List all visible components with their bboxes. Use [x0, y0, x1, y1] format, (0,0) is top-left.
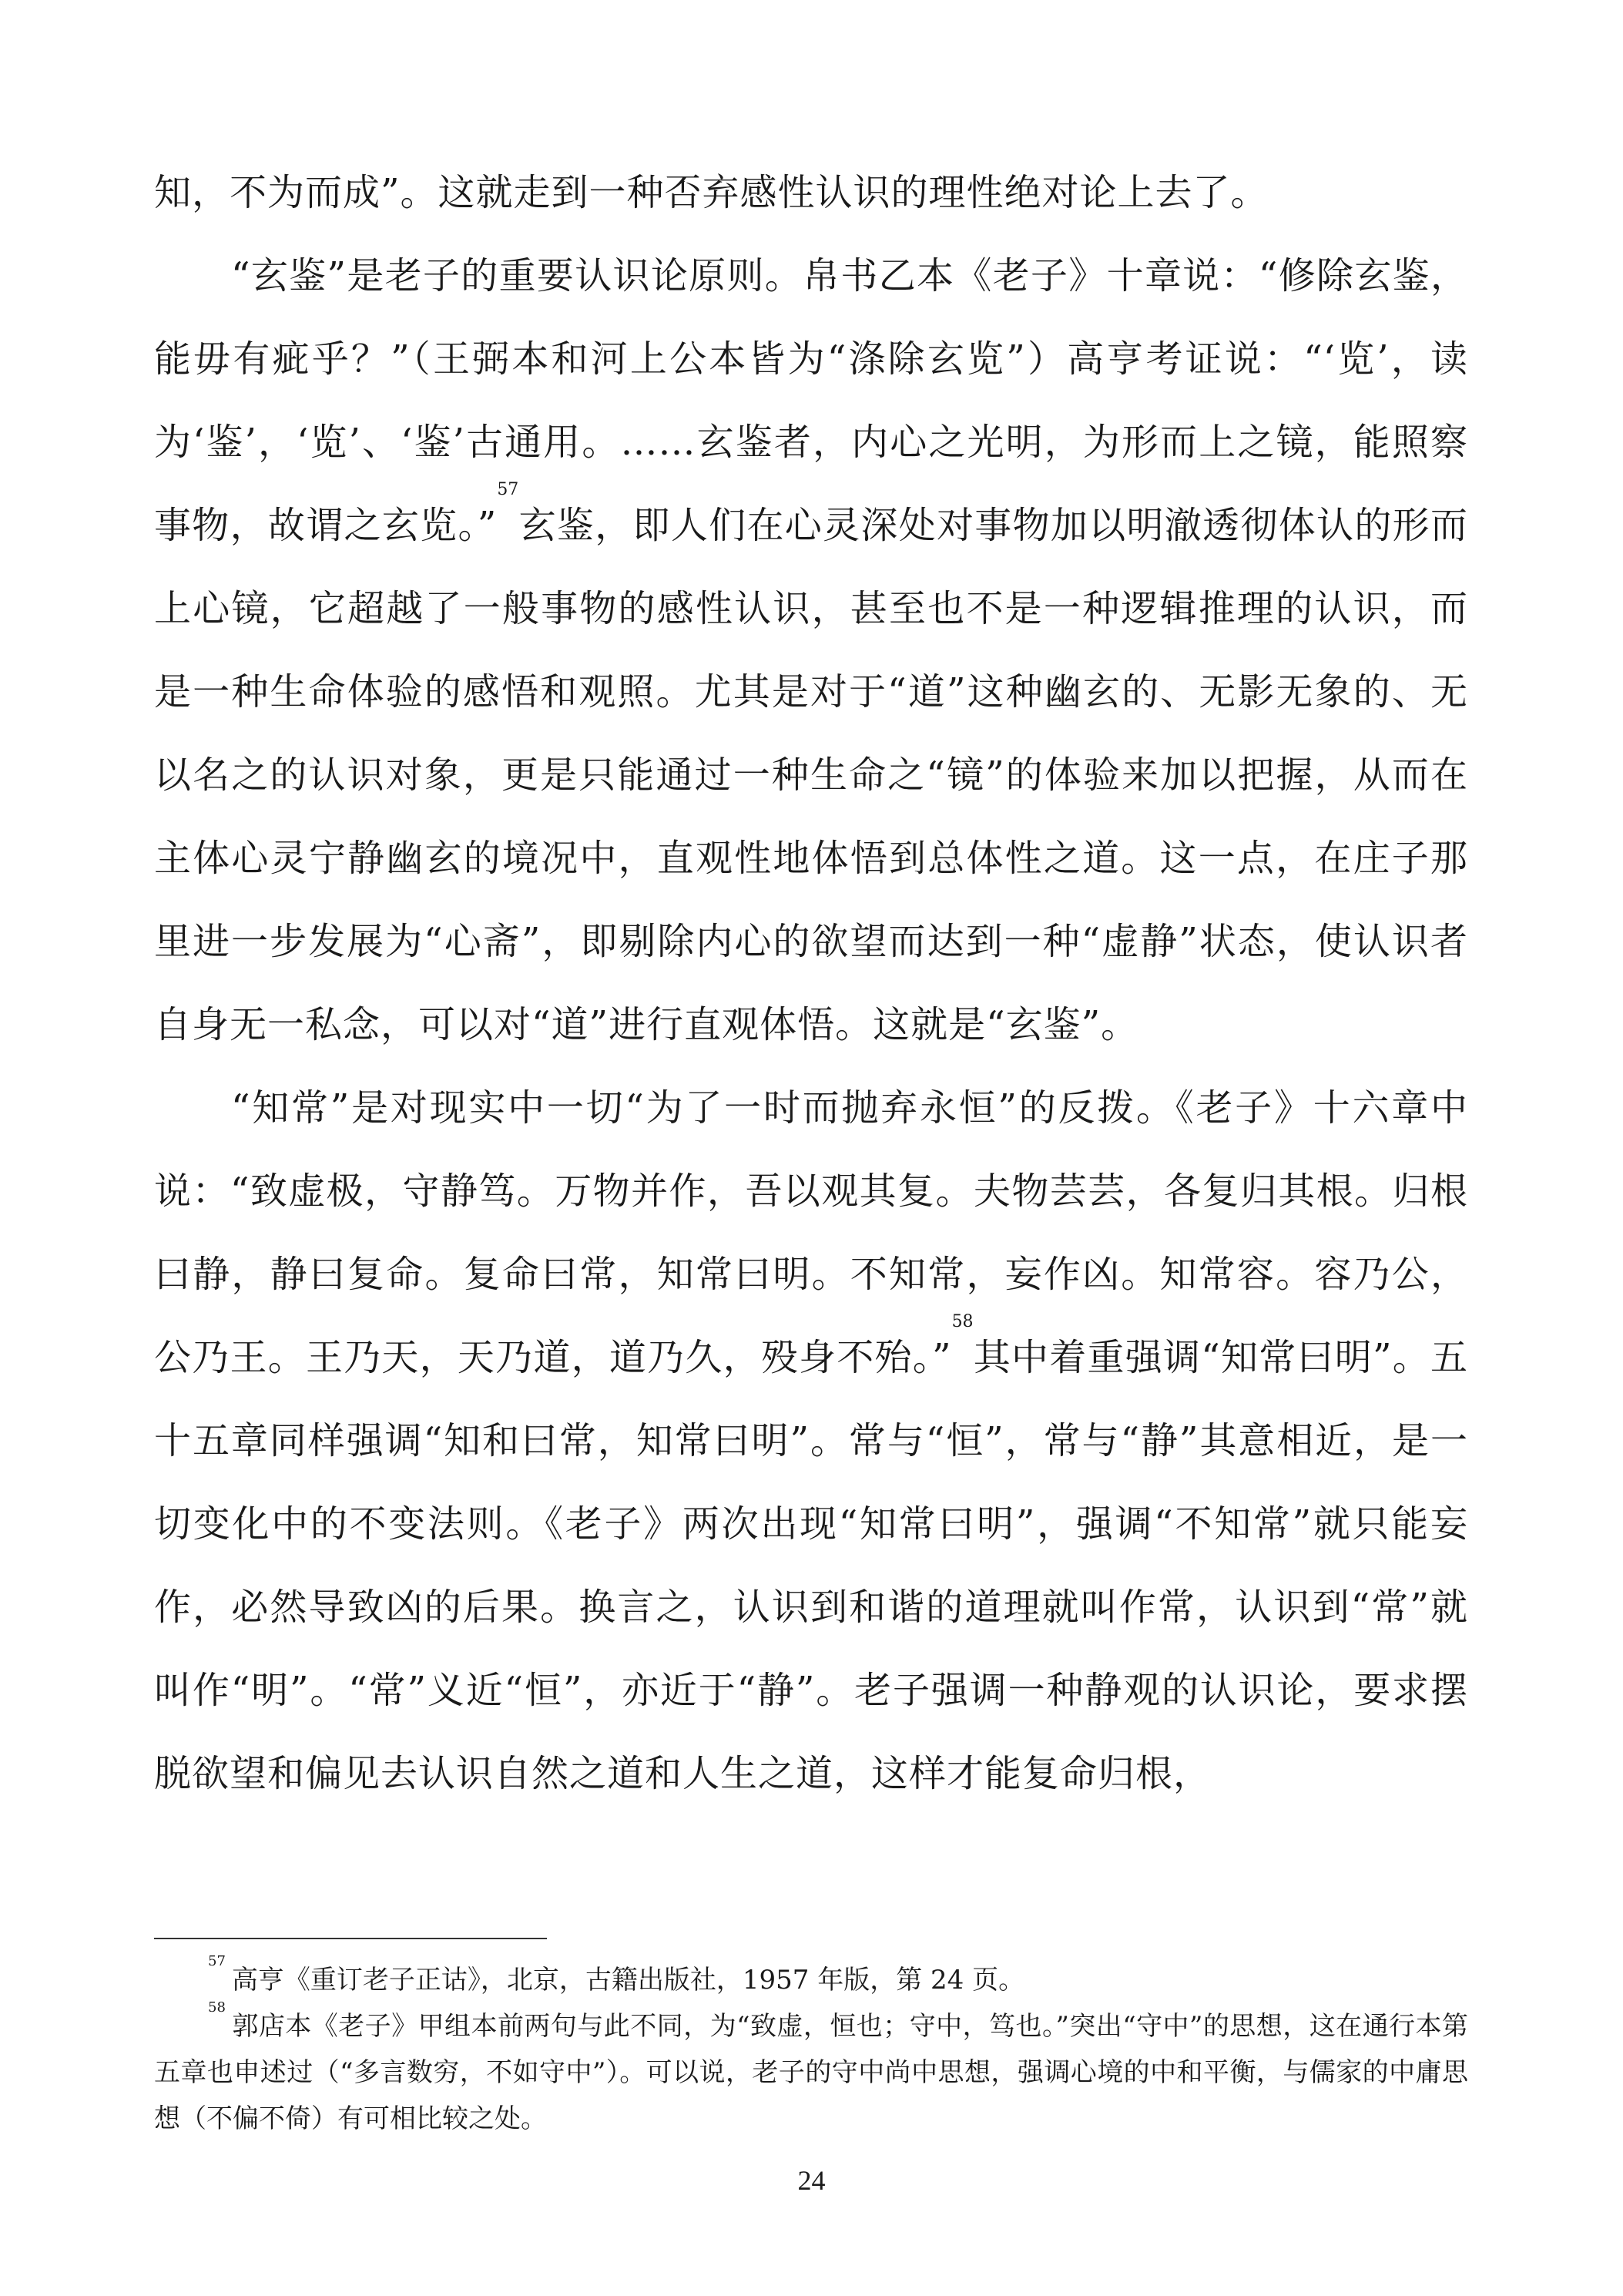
- page-number: 24: [797, 2165, 826, 2196]
- footnote-separator: [154, 1938, 547, 1939]
- footnote-number: 57: [208, 1953, 226, 1969]
- paragraph-3-text-before: “知常”是对现实中一切“为了一时而抛弃永恒”的反拨。《老子》十六章中说：“致虚极，守静笃。万物并作，吾以观其复。夫物芸芸，各复归其根。归根曰静，静曰复命。复命曰常，知常曰明。不知常，妄作凶。知常容。容乃公，公乃王。王乃天，天乃道，道乃久，殁身不殆。”: [154, 1086, 1468, 1379]
- paragraph-1: [154, 151, 1468, 234]
- footnote-ref-57[interactable]: 57: [497, 480, 519, 499]
- paragraph-2: [154, 234, 1468, 1066]
- paragraph-3: [154, 1066, 1468, 1815]
- body-text: [154, 151, 1468, 1815]
- footnote-58: [154, 1999, 1468, 2142]
- footnote-text: 郭店本《老子》甲组本前两句与此不同，为“致虚，恒也；守中，笃也。”突出“守中”的思想，这在通行本第五章也申述过（“多言数穷，不如守中”）。可以说，老子的守中尚中思想，强调心境的中和平衡，与儒家的中庸思想（不偏不倚）有可相比较之处。: [154, 2011, 1468, 2134]
- paragraph-1-text: 知，不为而成”。这就走到一种否弃感性认识的理性绝对论上去了。: [154, 171, 1269, 214]
- footnotes: [154, 1953, 1468, 2142]
- footnote-number: 58: [208, 1999, 226, 2016]
- paragraph-2-text-before: “玄鉴”是老子的重要认识论原则。帛书乙本《老子》十章说：“修除玄鉴，能毋有疵乎？”（王弼本和河上公本皆为“涤除玄览”）高亨考证说：“‘览’，读为‘鉴’，‘览’、‘鉴’古通用。……玄鉴者，内心之光明，为形而上之镜，能照察事物，故谓之玄览。”: [154, 254, 1468, 547]
- footnote-text: 高亨《重订老子正诂》，北京，古籍出版社，1957 年版，第 24 页。: [231, 1965, 1025, 1996]
- footnote-ref-58[interactable]: 58: [951, 1312, 974, 1331]
- footnote-57: [154, 1953, 1468, 2003]
- paragraph-2-text-after: 玄鉴，即人们在心灵深处对事物加以明澈透彻体认的形而上心镜，它超越了一般事物的感性认识，甚至也不是一种逻辑推理的认识，而是一种生命体验的感悟和观照。尤其是对于“道”这种幽玄的、无影无象的、无以名之的认识对象，更是只能通过一种生命之“镜”的体验来加以把握，从而在主体心灵宁静幽玄的境况中，直观性地体悟到总体性之道。这一点，在庄子那里进一步发展为“心斋”，即剔除内心的欲望而达到一种“虚静”状态，使认识者自身无一私念，可以对“道”进行直观体悟。这就是“玄鉴”。: [154, 504, 1468, 1046]
- paragraph-3-text-after: 其中着重强调“知常曰明”。五十五章同样强调“知和曰常，知常曰明”。常与“恒”，常与“静”其意相近，是一切变化中的不变法则。《老子》两次出现“知常曰明”，强调“不知常”就只能妄作，必然导致凶的后果。换言之，认识到和谐的道理就叫作常，认识到“常”就叫作“明”。“常”义近“恒”，亦近于“静”。老子强调一种静观的认识论，要求摆脱欲望和偏见去认识自然之道和人生之道，这样才能复命归根，: [154, 1336, 1468, 1795]
